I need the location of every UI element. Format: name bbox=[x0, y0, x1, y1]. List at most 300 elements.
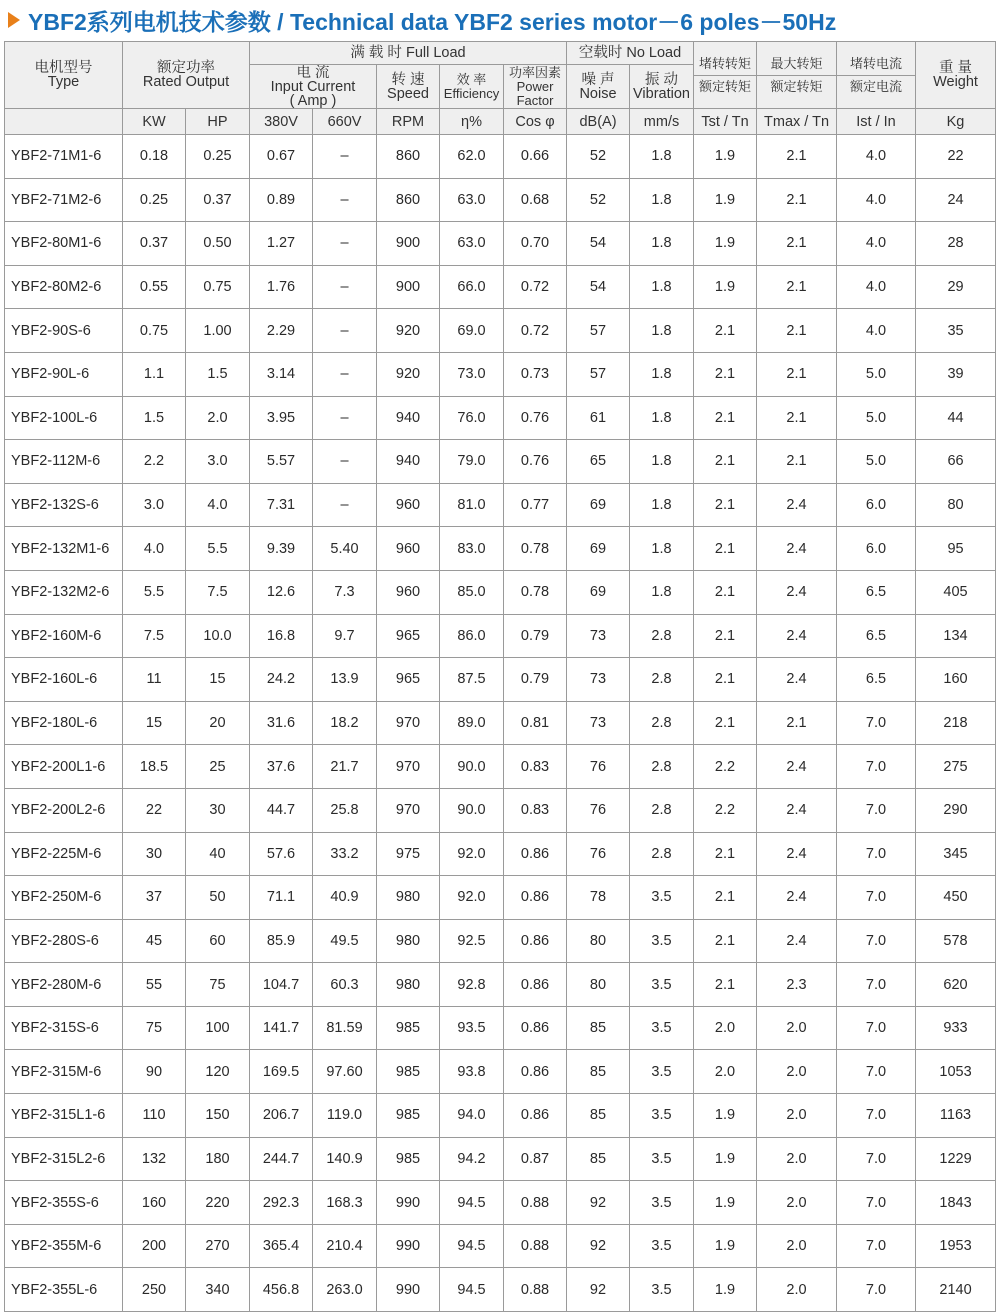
data-cell: 120 bbox=[186, 1050, 250, 1094]
data-cell: 1.8 bbox=[630, 570, 694, 614]
data-cell: 25.8 bbox=[313, 788, 377, 832]
data-cell: 1.9 bbox=[694, 1268, 757, 1312]
data-cell: 6.0 bbox=[837, 527, 916, 571]
table-row bbox=[5, 919, 996, 963]
data-cell: 75 bbox=[123, 1006, 186, 1050]
data-cell: 0.86 bbox=[504, 963, 567, 1007]
table-row bbox=[5, 1050, 996, 1094]
table-body bbox=[5, 135, 996, 1312]
data-cell: 94.0 bbox=[440, 1094, 504, 1138]
data-cell: 2.0 bbox=[694, 1006, 757, 1050]
motor-type-cell: YBF2-71M2-6 bbox=[5, 178, 123, 222]
data-cell: 66.0 bbox=[440, 265, 504, 309]
data-cell: 1.9 bbox=[694, 1137, 757, 1181]
data-cell: 30 bbox=[123, 832, 186, 876]
data-cell: 2.8 bbox=[630, 614, 694, 658]
data-cell: 990 bbox=[377, 1268, 440, 1312]
table-row bbox=[5, 309, 996, 353]
unit-cell: KW bbox=[123, 109, 186, 135]
data-cell: 104.7 bbox=[250, 963, 313, 1007]
motor-type-cell: YBF2-315S-6 bbox=[5, 1006, 123, 1050]
data-cell: 3.0 bbox=[186, 440, 250, 484]
data-cell: 76 bbox=[567, 745, 630, 789]
data-cell: 1.76 bbox=[250, 265, 313, 309]
data-cell: 0.86 bbox=[504, 1050, 567, 1094]
data-cell: 0.66 bbox=[504, 135, 567, 179]
data-cell: 1.8 bbox=[630, 135, 694, 179]
data-cell: 7.0 bbox=[837, 1050, 916, 1094]
data-cell: 2.0 bbox=[757, 1137, 837, 1181]
data-cell: 7.0 bbox=[837, 832, 916, 876]
data-cell: 180 bbox=[186, 1137, 250, 1181]
data-cell: 1.5 bbox=[186, 352, 250, 396]
data-cell: 132 bbox=[123, 1137, 186, 1181]
data-cell: 4.0 bbox=[837, 265, 916, 309]
table-row bbox=[5, 1181, 996, 1225]
data-cell: 76 bbox=[567, 832, 630, 876]
table-row bbox=[5, 440, 996, 484]
motor-type-cell: YBF2-200L2-6 bbox=[5, 788, 123, 832]
data-cell: 206.7 bbox=[250, 1094, 313, 1138]
full-load-header: 满 载 时 Full Load bbox=[250, 42, 567, 65]
data-cell: 16.8 bbox=[250, 614, 313, 658]
data-cell: 1.9 bbox=[694, 222, 757, 266]
data-cell: 3.95 bbox=[250, 396, 313, 440]
motor-type-cell: YBF2-280S-6 bbox=[5, 919, 123, 963]
data-cell: 3.5 bbox=[630, 1181, 694, 1225]
data-cell: 2.1 bbox=[757, 701, 837, 745]
data-cell: 4.0 bbox=[186, 483, 250, 527]
table-row bbox=[5, 1137, 996, 1181]
data-cell: 2.1 bbox=[694, 440, 757, 484]
data-cell: 4.0 bbox=[837, 309, 916, 353]
data-cell: 940 bbox=[377, 440, 440, 484]
data-cell: 0.68 bbox=[504, 178, 567, 222]
data-cell: 1.8 bbox=[630, 178, 694, 222]
data-cell: 275 bbox=[916, 745, 996, 789]
unit-cell: RPM bbox=[377, 109, 440, 135]
data-cell: 2.4 bbox=[757, 788, 837, 832]
data-cell: 2.1 bbox=[757, 440, 837, 484]
data-cell: 0.70 bbox=[504, 222, 567, 266]
data-cell: 94.5 bbox=[440, 1181, 504, 1225]
unit-cell: Cos φ bbox=[504, 109, 567, 135]
data-cell: 12.6 bbox=[250, 570, 313, 614]
data-cell: 6.0 bbox=[837, 483, 916, 527]
data-cell: 76.0 bbox=[440, 396, 504, 440]
data-cell: 0.83 bbox=[504, 745, 567, 789]
data-cell: 365.4 bbox=[250, 1224, 313, 1268]
data-cell: 30 bbox=[186, 788, 250, 832]
data-cell: 2.2 bbox=[123, 440, 186, 484]
table-row bbox=[5, 658, 996, 702]
data-cell: 0.86 bbox=[504, 832, 567, 876]
unit-cell: Tmax / Tn bbox=[757, 109, 837, 135]
data-cell: 150 bbox=[186, 1094, 250, 1138]
data-cell: 5.5 bbox=[123, 570, 186, 614]
efficiency-header: 效 率 Efficiency bbox=[440, 65, 504, 109]
table-row bbox=[5, 788, 996, 832]
vibration-header: 振 动 Vibration bbox=[630, 65, 694, 109]
data-cell: 0.86 bbox=[504, 1094, 567, 1138]
table-row bbox=[5, 1094, 996, 1138]
data-cell: – bbox=[313, 352, 377, 396]
data-cell: 37 bbox=[123, 876, 186, 920]
data-cell: 5.57 bbox=[250, 440, 313, 484]
motor-type-cell: YBF2-315L2-6 bbox=[5, 1137, 123, 1181]
data-cell: 292.3 bbox=[250, 1181, 313, 1225]
data-cell: 1.8 bbox=[630, 483, 694, 527]
data-cell: 0.79 bbox=[504, 658, 567, 702]
unit-cell: η% bbox=[440, 109, 504, 135]
data-cell: 0.89 bbox=[250, 178, 313, 222]
data-cell: 6.5 bbox=[837, 614, 916, 658]
data-cell: 2.4 bbox=[757, 745, 837, 789]
data-cell: 15 bbox=[186, 658, 250, 702]
data-cell: 0.76 bbox=[504, 396, 567, 440]
data-cell: 980 bbox=[377, 876, 440, 920]
data-cell: 85 bbox=[567, 1050, 630, 1094]
motor-type-cell: YBF2-250M-6 bbox=[5, 876, 123, 920]
data-cell: 2.0 bbox=[757, 1224, 837, 1268]
data-cell: 90.0 bbox=[440, 745, 504, 789]
data-cell: 985 bbox=[377, 1094, 440, 1138]
data-cell: 456.8 bbox=[250, 1268, 313, 1312]
motor-type-cell: YBF2-132S-6 bbox=[5, 483, 123, 527]
data-cell: 57 bbox=[567, 352, 630, 396]
data-cell: 85.9 bbox=[250, 919, 313, 963]
data-cell: 2.0 bbox=[694, 1050, 757, 1094]
data-cell: 0.55 bbox=[123, 265, 186, 309]
data-cell: 2140 bbox=[916, 1268, 996, 1312]
data-cell: 1.00 bbox=[186, 309, 250, 353]
data-cell: 62.0 bbox=[440, 135, 504, 179]
data-cell: 1.8 bbox=[630, 309, 694, 353]
data-cell: 15 bbox=[123, 701, 186, 745]
data-cell: 80 bbox=[567, 919, 630, 963]
data-cell: 9.7 bbox=[313, 614, 377, 658]
no-load-header: 空载时 No Load bbox=[567, 42, 694, 65]
data-cell: 2.1 bbox=[757, 265, 837, 309]
data-cell: 1.27 bbox=[250, 222, 313, 266]
data-cell: 920 bbox=[377, 309, 440, 353]
motor-type-cell: YBF2-315L1-6 bbox=[5, 1094, 123, 1138]
data-cell: 44.7 bbox=[250, 788, 313, 832]
data-cell: 1053 bbox=[916, 1050, 996, 1094]
data-cell: 1.9 bbox=[694, 135, 757, 179]
data-cell: 31.6 bbox=[250, 701, 313, 745]
data-cell: 2.0 bbox=[186, 396, 250, 440]
data-cell: 3.0 bbox=[123, 483, 186, 527]
data-cell: 54 bbox=[567, 265, 630, 309]
data-cell: 24 bbox=[916, 178, 996, 222]
data-cell: 54 bbox=[567, 222, 630, 266]
data-cell: 140.9 bbox=[313, 1137, 377, 1181]
table-row bbox=[5, 222, 996, 266]
table-row bbox=[5, 832, 996, 876]
data-cell: 2.0 bbox=[757, 1181, 837, 1225]
data-cell: 970 bbox=[377, 701, 440, 745]
data-cell: 7.0 bbox=[837, 963, 916, 1007]
max-torque-header: 最大转矩 额定转矩 bbox=[757, 42, 837, 109]
data-cell: 2.1 bbox=[694, 963, 757, 1007]
data-cell: 2.1 bbox=[694, 658, 757, 702]
data-cell: 141.7 bbox=[250, 1006, 313, 1050]
data-cell: 33.2 bbox=[313, 832, 377, 876]
data-cell: 80 bbox=[567, 963, 630, 1007]
data-cell: 250 bbox=[123, 1268, 186, 1312]
data-cell: 965 bbox=[377, 658, 440, 702]
data-cell: 2.1 bbox=[694, 876, 757, 920]
data-cell: 345 bbox=[916, 832, 996, 876]
data-cell: 5.0 bbox=[837, 352, 916, 396]
data-cell: 2.1 bbox=[757, 178, 837, 222]
data-cell: 4.0 bbox=[123, 527, 186, 571]
data-cell: 940 bbox=[377, 396, 440, 440]
data-cell: 933 bbox=[916, 1006, 996, 1050]
data-cell: – bbox=[313, 178, 377, 222]
data-cell: 95 bbox=[916, 527, 996, 571]
data-cell: 2.1 bbox=[757, 222, 837, 266]
data-cell: 92.0 bbox=[440, 876, 504, 920]
data-cell: 0.86 bbox=[504, 919, 567, 963]
page-title bbox=[8, 4, 836, 36]
data-cell: 2.8 bbox=[630, 658, 694, 702]
motor-type-cell: YBF2-355M-6 bbox=[5, 1224, 123, 1268]
data-cell: 960 bbox=[377, 570, 440, 614]
table-row bbox=[5, 135, 996, 179]
data-cell: 900 bbox=[377, 265, 440, 309]
table-header bbox=[5, 42, 996, 135]
data-cell: 2.4 bbox=[757, 919, 837, 963]
data-cell: 10.0 bbox=[186, 614, 250, 658]
data-cell: 63.0 bbox=[440, 222, 504, 266]
data-cell: 960 bbox=[377, 483, 440, 527]
data-cell: 0.25 bbox=[186, 135, 250, 179]
data-cell: 2.0 bbox=[757, 1094, 837, 1138]
data-cell: 57.6 bbox=[250, 832, 313, 876]
data-cell: 860 bbox=[377, 135, 440, 179]
data-cell: 2.1 bbox=[694, 352, 757, 396]
data-cell: 1.9 bbox=[694, 1224, 757, 1268]
motor-type-cell: YBF2-80M2-6 bbox=[5, 265, 123, 309]
data-cell: 2.1 bbox=[757, 396, 837, 440]
data-cell: 55 bbox=[123, 963, 186, 1007]
data-cell: 92 bbox=[567, 1224, 630, 1268]
motor-type-cell: YBF2-200L1-6 bbox=[5, 745, 123, 789]
data-cell: 69 bbox=[567, 570, 630, 614]
data-cell: 5.0 bbox=[837, 396, 916, 440]
motor-type-cell: YBF2-132M2-6 bbox=[5, 570, 123, 614]
data-cell: 2.8 bbox=[630, 788, 694, 832]
data-cell: 2.1 bbox=[757, 135, 837, 179]
table-row bbox=[5, 527, 996, 571]
data-cell: 50 bbox=[186, 876, 250, 920]
input-current-header: 电 流 Input Current ( Amp ) bbox=[250, 65, 377, 109]
table-row bbox=[5, 352, 996, 396]
unit-cell: Ist / In bbox=[837, 109, 916, 135]
data-cell: 2.1 bbox=[694, 483, 757, 527]
data-cell: 5.40 bbox=[313, 527, 377, 571]
data-cell: 980 bbox=[377, 963, 440, 1007]
data-cell: 0.18 bbox=[123, 135, 186, 179]
table-row bbox=[5, 963, 996, 1007]
data-cell: 85 bbox=[567, 1137, 630, 1181]
motor-type-cell: YBF2-132M1-6 bbox=[5, 527, 123, 571]
data-cell: 990 bbox=[377, 1224, 440, 1268]
data-cell: 2.8 bbox=[630, 701, 694, 745]
data-cell: 160 bbox=[123, 1181, 186, 1225]
data-cell: 1843 bbox=[916, 1181, 996, 1225]
data-cell: 2.1 bbox=[757, 309, 837, 353]
data-cell: 985 bbox=[377, 1006, 440, 1050]
data-cell: 1.9 bbox=[694, 1181, 757, 1225]
data-cell: 960 bbox=[377, 527, 440, 571]
data-cell: 73 bbox=[567, 701, 630, 745]
data-cell: 18.2 bbox=[313, 701, 377, 745]
data-cell: 160 bbox=[916, 658, 996, 702]
data-cell: 7.0 bbox=[837, 701, 916, 745]
data-cell: 860 bbox=[377, 178, 440, 222]
data-cell: 7.0 bbox=[837, 919, 916, 963]
data-cell: 1.1 bbox=[123, 352, 186, 396]
data-cell: 0.72 bbox=[504, 309, 567, 353]
data-cell: 405 bbox=[916, 570, 996, 614]
data-cell: 2.2 bbox=[694, 788, 757, 832]
data-cell: 4.0 bbox=[837, 178, 916, 222]
data-cell: 900 bbox=[377, 222, 440, 266]
data-cell: 244.7 bbox=[250, 1137, 313, 1181]
data-cell: 4.0 bbox=[837, 222, 916, 266]
data-cell: 985 bbox=[377, 1137, 440, 1181]
motor-type-cell: YBF2-71M1-6 bbox=[5, 135, 123, 179]
data-cell: 578 bbox=[916, 919, 996, 963]
data-cell: 92.5 bbox=[440, 919, 504, 963]
table-row bbox=[5, 1268, 996, 1312]
data-cell: 61 bbox=[567, 396, 630, 440]
data-cell: 3.5 bbox=[630, 1137, 694, 1181]
data-cell: 290 bbox=[916, 788, 996, 832]
data-cell: 85.0 bbox=[440, 570, 504, 614]
data-cell: 6.5 bbox=[837, 570, 916, 614]
data-cell: 2.1 bbox=[694, 919, 757, 963]
data-cell: 210.4 bbox=[313, 1224, 377, 1268]
locked-current-header: 堵转电流 额定电流 bbox=[837, 42, 916, 109]
data-cell: 1163 bbox=[916, 1094, 996, 1138]
motor-type-cell: YBF2-160L-6 bbox=[5, 658, 123, 702]
data-cell: 52 bbox=[567, 135, 630, 179]
rated-output-header: 额定功率 Rated Output bbox=[123, 42, 250, 109]
data-cell: 450 bbox=[916, 876, 996, 920]
data-cell: 5.0 bbox=[837, 440, 916, 484]
data-cell: 0.79 bbox=[504, 614, 567, 658]
data-cell: 2.1 bbox=[694, 309, 757, 353]
data-cell: 220 bbox=[186, 1181, 250, 1225]
data-cell: 1.8 bbox=[630, 396, 694, 440]
data-cell: 0.73 bbox=[504, 352, 567, 396]
unit-spacer bbox=[5, 109, 123, 135]
data-cell: 92 bbox=[567, 1268, 630, 1312]
unit-cell: Kg bbox=[916, 109, 996, 135]
data-cell: 0.72 bbox=[504, 265, 567, 309]
data-cell: 168.3 bbox=[313, 1181, 377, 1225]
data-cell: 29 bbox=[916, 265, 996, 309]
data-cell: 52 bbox=[567, 178, 630, 222]
data-cell: 63.0 bbox=[440, 178, 504, 222]
data-cell: 28 bbox=[916, 222, 996, 266]
table-row bbox=[5, 483, 996, 527]
data-cell: 0.78 bbox=[504, 527, 567, 571]
motor-type-cell: YBF2-90L-6 bbox=[5, 352, 123, 396]
data-cell: 94.2 bbox=[440, 1137, 504, 1181]
data-cell: 92.0 bbox=[440, 832, 504, 876]
motor-type-cell: YBF2-100L-6 bbox=[5, 396, 123, 440]
data-cell: – bbox=[313, 440, 377, 484]
data-cell: 985 bbox=[377, 1050, 440, 1094]
data-cell: 7.0 bbox=[837, 788, 916, 832]
data-cell: 80 bbox=[916, 483, 996, 527]
data-cell: 45 bbox=[123, 919, 186, 963]
table-row bbox=[5, 1224, 996, 1268]
data-cell: 49.5 bbox=[313, 919, 377, 963]
data-cell: 2.29 bbox=[250, 309, 313, 353]
data-cell: 2.1 bbox=[694, 614, 757, 658]
data-cell: 20 bbox=[186, 701, 250, 745]
data-cell: 3.5 bbox=[630, 963, 694, 1007]
data-cell: 73 bbox=[567, 614, 630, 658]
data-cell: 7.0 bbox=[837, 745, 916, 789]
data-cell: 40 bbox=[186, 832, 250, 876]
data-cell: 270 bbox=[186, 1224, 250, 1268]
data-cell: 620 bbox=[916, 963, 996, 1007]
table-row bbox=[5, 745, 996, 789]
data-cell: 97.60 bbox=[313, 1050, 377, 1094]
data-cell: – bbox=[313, 265, 377, 309]
table-row bbox=[5, 614, 996, 658]
data-cell: 7.0 bbox=[837, 1094, 916, 1138]
data-cell: 2.1 bbox=[694, 832, 757, 876]
table-row bbox=[5, 570, 996, 614]
data-cell: 0.88 bbox=[504, 1181, 567, 1225]
data-cell: 25 bbox=[186, 745, 250, 789]
data-cell: 13.9 bbox=[313, 658, 377, 702]
data-cell: 79.0 bbox=[440, 440, 504, 484]
data-cell: 21.7 bbox=[313, 745, 377, 789]
motor-type-cell: YBF2-355S-6 bbox=[5, 1181, 123, 1225]
data-cell: – bbox=[313, 309, 377, 353]
motor-type-cell: YBF2-112M-6 bbox=[5, 440, 123, 484]
data-cell: 90 bbox=[123, 1050, 186, 1094]
data-cell: 990 bbox=[377, 1181, 440, 1225]
data-cell: 44 bbox=[916, 396, 996, 440]
data-cell: 60 bbox=[186, 919, 250, 963]
data-cell: 0.37 bbox=[186, 178, 250, 222]
data-cell: 3.14 bbox=[250, 352, 313, 396]
data-cell: 1.8 bbox=[630, 440, 694, 484]
data-cell: 2.4 bbox=[757, 832, 837, 876]
data-cell: 89.0 bbox=[440, 701, 504, 745]
data-cell: 218 bbox=[916, 701, 996, 745]
data-cell: 7.5 bbox=[123, 614, 186, 658]
weight-header: 重 量 Weight bbox=[916, 42, 996, 109]
data-cell: 73.0 bbox=[440, 352, 504, 396]
data-cell: 0.75 bbox=[123, 309, 186, 353]
data-cell: 970 bbox=[377, 745, 440, 789]
data-cell: 81.59 bbox=[313, 1006, 377, 1050]
data-cell: 93.8 bbox=[440, 1050, 504, 1094]
data-cell: 340 bbox=[186, 1268, 250, 1312]
data-cell: 9.39 bbox=[250, 527, 313, 571]
